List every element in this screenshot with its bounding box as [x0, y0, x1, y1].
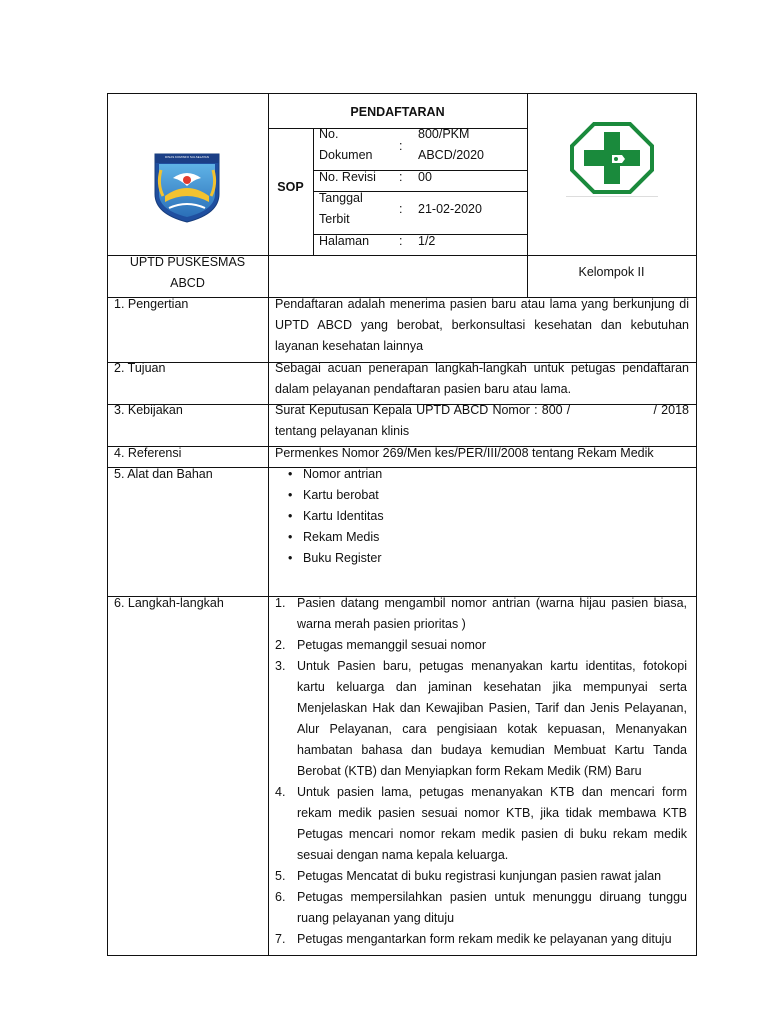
section-label-kebijakan: 3. Kebijakan — [114, 403, 183, 417]
meta-value: 1/2 — [418, 234, 436, 248]
emblem-shield-icon — [151, 150, 223, 224]
meta-value: 21-02-2020 — [418, 202, 482, 216]
alat-list — [275, 464, 675, 569]
meta-colon: : — [399, 202, 403, 216]
section-text-tujuan: Sebagai acuan penerapan langkah-langkah untuk petugas pendaftaran dalam pelayanan pendaftaran pasien baru atau lama. — [275, 361, 689, 396]
step-item: 2. Petugas memanggil sesuai nomor — [275, 638, 486, 652]
regency-emblem — [151, 150, 223, 224]
meta-value: 00 — [418, 170, 432, 184]
meta-label: Halaman — [319, 234, 370, 248]
langkah-list — [275, 593, 687, 950]
section-label-alat: 5. Alat dan Bahan — [114, 467, 213, 481]
section-label-referensi: 4. Referensi — [114, 446, 182, 460]
meta-colon: : — [399, 139, 403, 153]
list-item: • Kartu berobat — [275, 485, 675, 506]
section-text-kebijakan: Surat Keputusan Kepala UPTD ABCD Nomor : 800 / / 2018 tentang pelayanan klinis — [275, 403, 689, 438]
step-item: 3. Untuk Pasien baru, petugas menanyakan kartu identitas, fotokopi kartu keluarga dan jaminan kesehatan jika mempunyai serta Menjelaskan Hak dan Kewajiban Pasien, Tarif dan Jenis Pelayanan, Alur Pelayanan, cara pengisiaan kotak kepuasan, Menanyakan hambatan bahasa dan budaya kemudian Membuat Kartu Tanda Berobat (KTB) dan Menyiapkan form Rekam Medik (RM) Baru — [275, 659, 687, 778]
section-label-pengertian: 1. Pengertian — [114, 297, 189, 311]
sop-label: SOP — [277, 180, 304, 194]
meta-value: ABCD/2020 — [418, 148, 485, 162]
document-title: PENDAFTARAN — [350, 105, 445, 119]
section-text-pengertian: Pendaftaran adalah menerima pasien baru atau lama yang berkunjung di UPTD ABCD yang berobat, berkonsultasi kesehatan dan kebutuhan layanan kesehatan lainnya — [275, 297, 689, 353]
meta-value: 800/PKM — [418, 127, 470, 141]
step-item: 4. Untuk pasien lama, petugas menanyakan KTB dan mencari form rekam medik pasien sesuai nomor KTB, jika tidak membawa KTB Petugas mencari nomor rekam medik pasien di buku rekam medik sesuai dengan nama kepala keluarga. — [275, 785, 687, 862]
meta-label: No. — [319, 127, 339, 141]
puskesmas-logo — [566, 118, 658, 197]
step-item: 1. Pasien datang mengambil nomor antrian (warna hijau pasien biasa, warna merah pasien prioritas ) — [275, 596, 687, 631]
step-item: 6. Petugas mempersilahkan pasien untuk menunggu diruang tunggu ruang pelayanan yang dituju — [275, 890, 687, 925]
health-cross-icon — [566, 118, 658, 196]
meta-label: No. Revisi — [319, 170, 376, 184]
meta-colon: : — [399, 234, 403, 248]
list-item: • Nomor antrian — [275, 464, 675, 485]
section-text-referensi: Permenkes Nomor 269/Men kes/PER/III/2008 tentang Rekam Medik — [275, 446, 654, 460]
section-label-langkah: 6. Langkah-langkah — [114, 596, 224, 610]
step-item: 5. Petugas Mencatat di buku registrasi kunjungan pasien rawat jalan — [275, 869, 662, 883]
meta-colon: : — [399, 170, 403, 184]
emblem-caption: DINAS KOMINFO SULSELATAN — [165, 155, 209, 159]
meta-label: Terbit — [319, 212, 350, 226]
meta-label: Dokumen — [319, 148, 373, 162]
step-item: 7. Petugas mengantarkan form rekam medik ke pelayanan yang dituju — [275, 932, 672, 946]
meta-label: Tanggal — [319, 191, 363, 205]
list-item: • Kartu Identitas — [275, 506, 675, 527]
list-item: • Rekam Medis — [275, 527, 675, 548]
section-label-tujuan: 2. Tujuan — [114, 361, 166, 375]
list-item: • Buku Register — [275, 548, 675, 569]
org-name: ABCD — [170, 276, 205, 290]
org-name: UPTD PUSKESMAS — [129, 255, 246, 269]
group-label: Kelompok II — [578, 265, 645, 279]
